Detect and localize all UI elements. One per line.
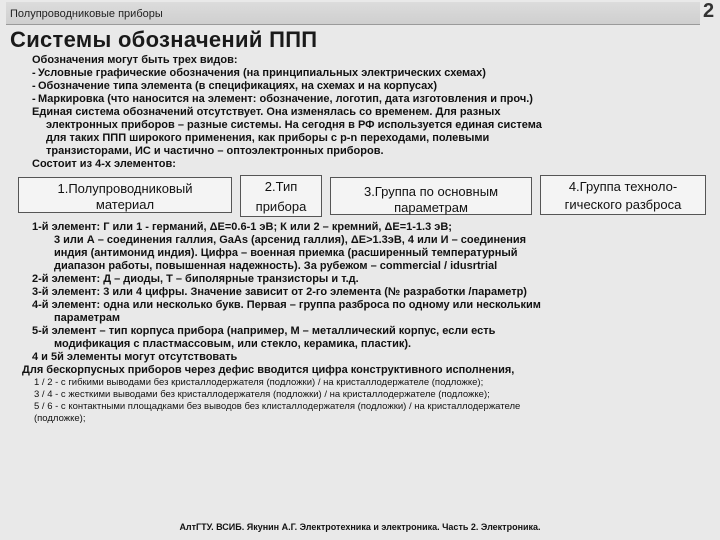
construction-item: 3 / 4 - с жесткими выводами без кристаллодержателя (подложки) / на кристаллодержателе (подложке); [34,389,490,400]
unified-text-line: Единая система обозначений отсутствует. Она изменялась со временем. Для разных [32,106,501,118]
dash-item-text: Обозначение типа элемента (в спецификациях, на схемах и на корпусах) [38,80,438,92]
element-1-line: 1-й элемент: Г или 1 - германий, ΔE=0.6-1 эВ; К или 2 – кремний, ΔE=1-1.3 эВ; [32,221,452,233]
dash-symbol: - [32,67,36,79]
elements-4-5-note: 4 и 5й элементы могут отсутствовать [32,351,238,363]
element-4-line: 4-й элемент: одна или несколько букв. Первая – группа разброса по одному или нескольким [32,299,541,311]
dash-item [8,80,710,93]
frameless-line: Для бескорпусных приборов через дефис вводится цифра конструктивного исполнения, [22,364,515,376]
box-line: прибора [255,199,307,214]
box-line: параметрам [394,200,468,215]
element-box-material [18,177,232,213]
box-line: 4.Группа техноло- [568,179,678,194]
element-1-cont: 3 или А – соединения галлия, GaAs (арсенид галлия), ΔE>1.3эВ, 4 или И – соединения [54,234,527,246]
unified-text-line: транзисторами, ИС и частично – оптоэлектронных приборов. [46,145,384,157]
footer-credit: АлтГТУ. ВСИБ. Якунин А.Г. Электротехника и электроника. Часть 2. Электроника. [179,522,541,532]
construction-list [8,377,710,425]
dash-item-text: Маркировка (что наносится на элемент: обозначение, логотип, дата изготовления и проч.) [38,93,533,105]
dash-symbol: - [32,80,36,92]
element-5-cont: модификация с пластмассовым, или стекло, керамика, пластик). [54,338,412,350]
element-4-cont: параметрам [54,312,121,324]
consists-text: Состоит из 4-х элементов: [32,158,176,170]
page-number: 2 [703,0,715,22]
element-box-type [240,175,322,217]
element-box-group-params [330,177,532,215]
element-3-line: 3-й элемент: 3 или 4 цифры. Значение зависит от 2-го элемента (№ разработки /параметр) [32,286,527,298]
box-line: 2.Тип [264,179,298,194]
construction-item: (подложке); [34,413,86,424]
dash-symbol: - [32,93,36,105]
box-line: материал [95,197,155,212]
unified-text-line: для таких ППП широкого применения, как приборы с p-n переходами, полевыми [46,132,490,144]
construction-item: 5 / 6 - с контактными площадками без выводов без клисталлодержателя (подложки) / на кристаллодержателе [34,401,521,412]
box-line: 1.Полупроводниковый [57,181,193,196]
element-boxes [8,173,710,217]
element-box-tech-spread [540,175,706,215]
element-2-line: 2-й элемент: Д – диоды, Т – биполярные транзисторы и т.д. [32,273,359,285]
unified-text-line: электронных приборов – разные системы. На сегодня в РФ используется единая система [46,119,542,131]
element-1-cont: индия (антимонид индия). Цифра – военная приемка (расширенный температурный [54,247,518,259]
box-line: гического разброса [564,197,682,212]
subject-title: Полупроводниковые приборы [10,8,163,20]
dash-item-text: Условные графические обозначения (на принципиальных электрических схемах) [38,67,486,79]
box-line: 3.Группа по основным [363,184,499,199]
slide-body [8,54,710,425]
header-bar [6,2,700,25]
intro-text: Обозначения могут быть трех видов: [32,54,238,66]
construction-item: 1 / 2 - с гибкими выводами без кристаллодержателя (подложки) / на кристаллодержателе (подложке); [34,377,484,388]
slide-title: Системы обозначений ППП [10,27,318,52]
element-1-cont: диапазон работы, повышенная надежность). За рубежом – commercial / idusrtrial [54,260,498,272]
element-5-line: 5-й элемент – тип корпуса прибора (например, М – металлический корпус, если есть [32,325,496,337]
dash-item [8,67,710,80]
dash-item [8,93,710,106]
